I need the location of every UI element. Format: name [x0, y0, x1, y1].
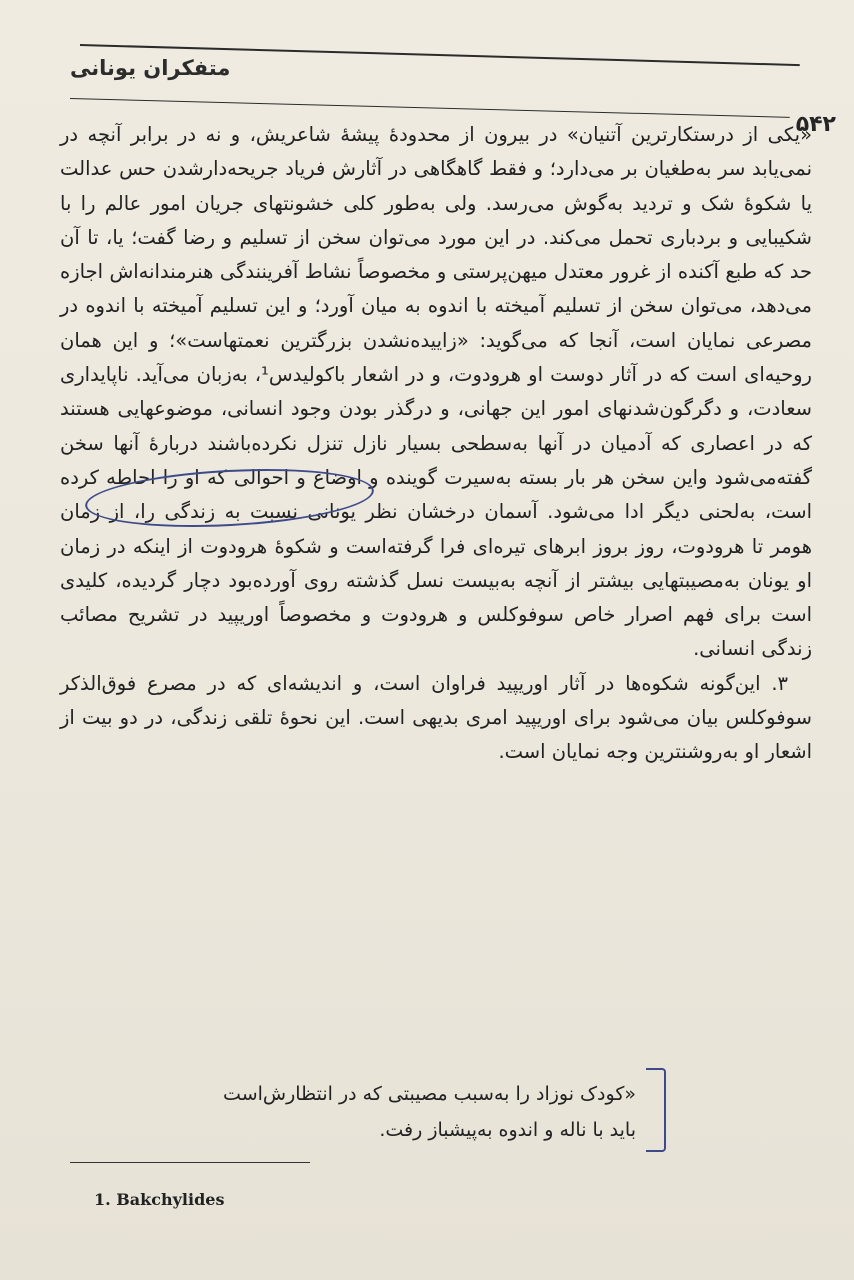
page-header	[70, 56, 810, 96]
verse-line-2: باید با ناله و اندوه به‌پیشباز رفت.	[379, 1119, 636, 1141]
verse-quote-text	[116, 1076, 636, 1148]
footnote: 1. Bakchylides	[94, 1190, 225, 1209]
running-title: متفکران یونانی	[70, 56, 231, 80]
paragraph-1: «یکی از درستکارترین آتنیان» در بیرون از محدودهٔ پیشهٔ شاعریش، و نه در برابر آنچه در نمی‌یابد سر به‌طغیان بر می‌دارد؛ و فقط گاهگاهی در آثارش فریاد جریحه‌دارشدن حس عدالت یا شکوهٔ شک و تردید به‌گوش می‌رسد. ولی به‌طور کلی خشونتهای جریان امور عالم را با شکیبایی و بردباری تحمل می‌کند. در این مورد می‌توان سخن از تسلیم و رضا گفت؛ یا، تا آن حد که طبع آکنده از غرور معتدل میهن‌پرستی و مخصوصاً نشاط آفرینندگی هنرمندانه‌اش اجازه می‌دهد، می‌توان سخن از تسلیم آمیخته با اندوه به میان آورد؛ و این تسلیم آمیخته با اندوه در مصرعی نمایان است، آنجا که می‌گوید: «زاییده‌نشدن بزرگترین نعمتهاست»؛ و این همان روحیه‌ای است که در آثار دوست او هرودوت، و در اشعار باکولیدس¹، به‌زبان می‌آید. ناپایداری سعادت، و دگرگون‌شدنهای امور این جهانی، و درگذر بودن وجود انسانی، موضوعهایی هستند که در اعصاری که آدمیان در آنها به‌سطحی بسیار نازل تنزل نکرده‌باشند دربارهٔ آنها سخن گفته‌می‌شود واین سخن هر بار بسته به‌سیرت گوینده و اوضاع و احوالی که او را احاطه کرده است، به‌لحنی دیگر ادا می‌شود. آسمان درخشان نظر یونانی نسبت به زندگی را، از زمان هومر تا هرودوت، روز بروز ابرهای تیره‌ای فرا گرفته‌است و شکوهٔ هرودوت از اینکه در زمان او یونان به‌مصیبتهایی بیشتر از آنچه به‌بیست نسل گذشته روی آورده‌بود دچار گردیده، کلیدی است برای فهم اصرار خاص سوفوکلس و هرودوت و مخصوصاً اوریپید در تشریح مصائب زندگی انسانی.	[60, 123, 812, 661]
paragraph-2: ۳. این‌گونه شکوه‌ها در آثار اوریپید فراوان است، و اندیشه‌ای که در مصرع فوق‌الذکر سوفوکلس بیان می‌شود برای اوریپید امری بدیهی است. این نحوهٔ تلقی زندگی، در دو بیت از اشعار او به‌روشنترین وجه نمایان است.	[60, 671, 812, 764]
header-bottom-rule	[70, 98, 790, 118]
page-number: ۵۴۲	[795, 112, 836, 137]
footnote-rule	[70, 1162, 310, 1163]
pen-bracket-annotation	[646, 1068, 666, 1152]
verse-quote	[120, 1068, 680, 1158]
verse-line-1: «کودک نوزاد را به‌سبب مصیبتی که در انتظارش‌است	[223, 1083, 636, 1105]
body-text	[60, 118, 812, 770]
